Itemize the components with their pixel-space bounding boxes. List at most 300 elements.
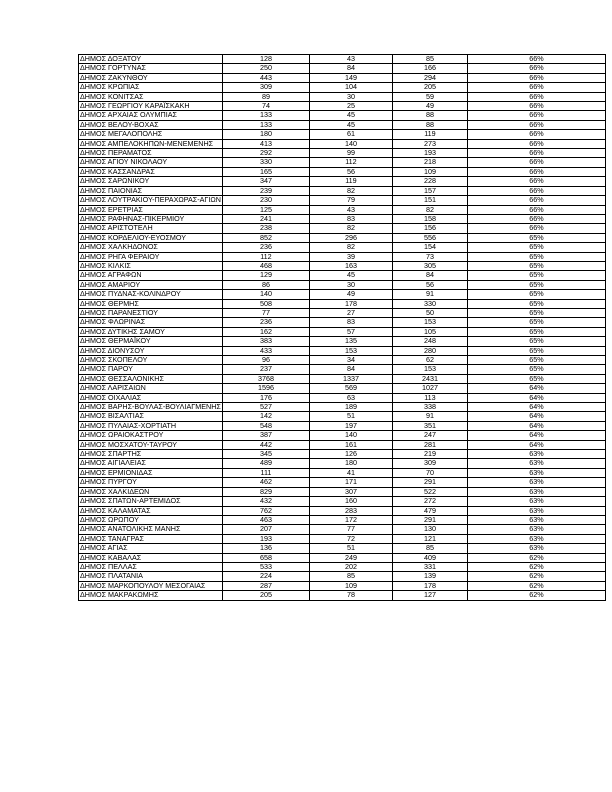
value-cell-1: 96 — [222, 356, 309, 365]
municipality-name-cell: ΔΗΜΟΣ ΠΛΑΤΑΝΙΑ — [79, 572, 223, 581]
table-row — [79, 581, 606, 590]
municipality-name-cell: ΔΗΜΟΣ ΚΑΛΑΜΑΤΑΣ — [79, 506, 223, 515]
table-row — [79, 562, 606, 571]
percentage-cell: 65% — [467, 365, 605, 374]
value-cell-3: 56 — [392, 280, 467, 289]
value-cell-3: 281 — [392, 440, 467, 449]
value-cell-2: 85 — [309, 572, 392, 581]
table-row — [79, 525, 606, 534]
percentage-cell: 64% — [467, 393, 605, 402]
value-cell-1: 77 — [222, 308, 309, 317]
value-cell-1: 142 — [222, 412, 309, 421]
percentage-cell: 65% — [467, 233, 605, 242]
percentage-cell: 63% — [467, 544, 605, 553]
percentage-cell: 65% — [467, 356, 605, 365]
value-cell-1: 548 — [222, 421, 309, 430]
percentage-cell: 63% — [467, 515, 605, 524]
table-row — [79, 233, 606, 242]
municipality-name-cell: ΔΗΜΟΣ ΧΑΛΚΙΔΕΩΝ — [79, 487, 223, 496]
value-cell-3: 247 — [392, 431, 467, 440]
municipality-name-cell: ΔΗΜΟΣ ΘΕΣΣΑΛΟΝΙΚΗΣ — [79, 374, 223, 383]
value-cell-3: 522 — [392, 487, 467, 496]
value-cell-2: 43 — [309, 55, 392, 64]
value-cell-1: 193 — [222, 534, 309, 543]
value-cell-3: 154 — [392, 243, 467, 252]
table-row — [79, 421, 606, 430]
percentage-cell: 63% — [467, 468, 605, 477]
municipality-name-cell: ΔΗΜΟΣ ΩΡΑΙΟΚΑΣΤΡΟΥ — [79, 431, 223, 440]
percentage-cell: 66% — [467, 186, 605, 195]
value-cell-3: 291 — [392, 478, 467, 487]
percentage-cell: 63% — [467, 497, 605, 506]
value-cell-2: 77 — [309, 525, 392, 534]
table-row — [79, 261, 606, 270]
municipality-name-cell: ΔΗΜΟΣ ΠΕΡΑΜΑΤΟΣ — [79, 149, 223, 158]
value-cell-2: 72 — [309, 534, 392, 543]
municipality-name-cell: ΔΗΜΟΣ ΤΑΝΑΓΡΑΣ — [79, 534, 223, 543]
value-cell-2: 84 — [309, 365, 392, 374]
value-cell-1: 387 — [222, 431, 309, 440]
value-cell-2: 178 — [309, 299, 392, 308]
table-row — [79, 214, 606, 223]
municipality-name-cell: ΔΗΜΟΣ ΠΥΡΓΟΥ — [79, 478, 223, 487]
percentage-cell: 62% — [467, 553, 605, 562]
value-cell-2: 56 — [309, 167, 392, 176]
percentage-cell: 65% — [467, 374, 605, 383]
percentage-cell: 66% — [467, 149, 605, 158]
value-cell-1: 852 — [222, 233, 309, 242]
municipality-name-cell: ΔΗΜΟΣ ΕΡΕΤΡΙΑΣ — [79, 205, 223, 214]
value-cell-2: 140 — [309, 431, 392, 440]
table-row — [79, 393, 606, 402]
value-cell-3: 331 — [392, 562, 467, 571]
value-cell-1: 129 — [222, 271, 309, 280]
percentage-cell: 63% — [467, 450, 605, 459]
value-cell-2: 34 — [309, 356, 392, 365]
percentage-cell: 64% — [467, 412, 605, 421]
value-cell-1: 136 — [222, 544, 309, 553]
value-cell-2: 83 — [309, 318, 392, 327]
percentage-cell: 66% — [467, 120, 605, 129]
value-cell-3: 351 — [392, 421, 467, 430]
municipality-name-cell: ΔΗΜΟΣ ΒΕΛΟΥ-ΒΟΧΑΣ — [79, 120, 223, 129]
municipality-name-cell: ΔΗΜΟΣ ΜΑΚΡΑΚΩΜΗΣ — [79, 591, 223, 600]
percentage-cell: 66% — [467, 92, 605, 101]
percentage-cell: 66% — [467, 83, 605, 92]
value-cell-3: 113 — [392, 393, 467, 402]
value-cell-2: 82 — [309, 243, 392, 252]
table-row — [79, 403, 606, 412]
value-cell-2: 61 — [309, 130, 392, 139]
table-row — [79, 64, 606, 73]
table-row — [79, 149, 606, 158]
value-cell-2: 171 — [309, 478, 392, 487]
percentage-cell: 63% — [467, 534, 605, 543]
percentage-cell: 66% — [467, 102, 605, 111]
value-cell-1: 762 — [222, 506, 309, 515]
percentage-cell: 65% — [467, 243, 605, 252]
table-row — [79, 497, 606, 506]
value-cell-1: 176 — [222, 393, 309, 402]
municipality-name-cell: ΔΗΜΟΣ ΣΚΟΠΕΛΟΥ — [79, 356, 223, 365]
value-cell-2: 30 — [309, 280, 392, 289]
value-cell-1: 230 — [222, 196, 309, 205]
value-cell-2: 283 — [309, 506, 392, 515]
table-row — [79, 468, 606, 477]
data-table — [78, 54, 606, 601]
percentage-cell: 63% — [467, 525, 605, 534]
value-cell-3: 153 — [392, 365, 467, 374]
value-cell-1: 133 — [222, 120, 309, 129]
value-cell-2: 180 — [309, 459, 392, 468]
value-cell-3: 156 — [392, 224, 467, 233]
percentage-cell: 66% — [467, 158, 605, 167]
value-cell-1: 292 — [222, 149, 309, 158]
municipality-name-cell: ΔΗΜΟΣ ΠΑΙΟΝΙΑΣ — [79, 186, 223, 195]
table-body — [79, 55, 606, 601]
percentage-cell: 66% — [467, 130, 605, 139]
percentage-cell: 65% — [467, 318, 605, 327]
value-cell-3: 70 — [392, 468, 467, 477]
table-row — [79, 553, 606, 562]
municipality-name-cell: ΔΗΜΟΣ ΒΑΡΗΣ-ΒΟΥΛΑΣ-ΒΟΥΛΙΑΓΜΕΝΗΣ — [80, 402, 221, 412]
percentage-cell: 65% — [467, 261, 605, 270]
municipality-name-cell: ΔΗΜΟΣ ΚΑΒΑΛΑΣ — [79, 553, 223, 562]
value-cell-1: 140 — [222, 290, 309, 299]
municipality-name-cell: ΔΗΜΟΣ ΛΟΥΤΡΑΚΙΟΥ-ΠΕΡΑΧΩΡΑΣ-ΑΓΙΩΝ — [80, 195, 221, 205]
value-cell-2: 82 — [309, 224, 392, 233]
value-cell-2: 83 — [309, 214, 392, 223]
table-row — [79, 243, 606, 252]
value-cell-2: 84 — [309, 64, 392, 73]
municipality-name-cell: ΔΗΜΟΣ ΑΙΓΙΑΛΕΙΑΣ — [79, 459, 223, 468]
table-row — [79, 102, 606, 111]
value-cell-1: 112 — [222, 252, 309, 261]
percentage-cell: 63% — [467, 459, 605, 468]
municipality-name-cell: ΔΗΜΟΣ ΩΡΩΠΟΥ — [79, 515, 223, 524]
value-cell-1: 330 — [222, 158, 309, 167]
value-cell-2: 99 — [309, 149, 392, 158]
percentage-cell: 66% — [467, 167, 605, 176]
table-row — [79, 544, 606, 553]
value-cell-2: 160 — [309, 497, 392, 506]
table-row — [79, 290, 606, 299]
value-cell-3: 273 — [392, 139, 467, 148]
value-cell-1: 89 — [222, 92, 309, 101]
value-cell-3: 166 — [392, 64, 467, 73]
value-cell-2: 307 — [309, 487, 392, 496]
value-cell-3: 91 — [392, 290, 467, 299]
percentage-cell: 65% — [467, 252, 605, 261]
value-cell-3: 153 — [392, 318, 467, 327]
municipality-name-cell: ΔΗΜΟΣ ΠΥΛΑΙΑΣ-ΧΟΡΤΙΑΤΗ — [79, 421, 223, 430]
value-cell-1: 347 — [222, 177, 309, 186]
value-cell-1: 527 — [222, 403, 309, 412]
municipality-name-cell: ΔΗΜΟΣ ΡΗΓΑ ΦΕΡΑΙΟΥ — [79, 252, 223, 261]
municipality-name-cell: ΔΗΜΟΣ ΜΕΓΑΛΟΠΟΛΗΣ — [79, 130, 223, 139]
value-cell-1: 489 — [222, 459, 309, 468]
value-cell-3: 84 — [392, 271, 467, 280]
municipality-name-cell: ΔΗΜΟΣ ΖΑΚΥΝΘΟΥ — [79, 73, 223, 82]
value-cell-3: 479 — [392, 506, 467, 515]
percentage-cell: 66% — [467, 73, 605, 82]
value-cell-2: 39 — [309, 252, 392, 261]
value-cell-2: 49 — [309, 290, 392, 299]
municipality-name-cell: ΔΗΜΟΣ ΕΡΜΙΟΝΙΔΑΣ — [79, 468, 223, 477]
municipality-name-cell: ΔΗΜΟΣ ΔΥΤΙΚΗΣ ΣΑΜΟΥ — [79, 327, 223, 336]
municipality-name-cell: ΔΗΜΟΣ ΟΙΧΑΛΙΑΣ — [79, 393, 223, 402]
municipality-name-cell: ΔΗΜΟΣ ΔΙΟΝΥΣΟΥ — [79, 346, 223, 355]
municipality-name-cell: ΔΗΜΟΣ ΠΑΡΑΝΕΣΤΙΟΥ — [79, 308, 223, 317]
table-row — [79, 327, 606, 336]
table-row — [79, 224, 606, 233]
value-cell-1: 241 — [222, 214, 309, 223]
municipality-name-cell: ΔΗΜΟΣ ΚΟΝΙΤΣΑΣ — [79, 92, 223, 101]
percentage-cell: 64% — [467, 440, 605, 449]
value-cell-3: 85 — [392, 55, 467, 64]
table-row — [79, 365, 606, 374]
value-cell-3: 91 — [392, 412, 467, 421]
value-cell-2: 161 — [309, 440, 392, 449]
municipality-name-cell: ΔΗΜΟΣ ΑΡΧΑΙΑΣ ΟΛΥΜΠΙΑΣ — [79, 111, 223, 120]
percentage-cell: 62% — [467, 562, 605, 571]
table-row — [79, 356, 606, 365]
percentage-cell: 65% — [467, 308, 605, 317]
table-row — [79, 111, 606, 120]
value-cell-1: 442 — [222, 440, 309, 449]
value-cell-1: 829 — [222, 487, 309, 496]
value-cell-1: 162 — [222, 327, 309, 336]
value-cell-3: 121 — [392, 534, 467, 543]
value-cell-1: 413 — [222, 139, 309, 148]
value-cell-2: 82 — [309, 186, 392, 195]
percentage-cell: 62% — [467, 572, 605, 581]
table-row — [79, 534, 606, 543]
table-row — [79, 308, 606, 317]
percentage-cell: 66% — [467, 205, 605, 214]
municipality-name-cell: ΔΗΜΟΣ ΠΥΔΝΑΣ-ΚΟΛΙΝΔΡΟΥ — [79, 290, 223, 299]
value-cell-1: 432 — [222, 497, 309, 506]
percentage-cell: 65% — [467, 271, 605, 280]
value-cell-3: 280 — [392, 346, 467, 355]
percentage-cell: 65% — [467, 290, 605, 299]
value-cell-2: 45 — [309, 120, 392, 129]
municipality-name-cell: ΔΗΜΟΣ ΑΝΑΤΟΛΙΚΗΣ ΜΑΝΗΣ — [79, 525, 223, 534]
value-cell-3: 193 — [392, 149, 467, 158]
value-cell-2: 149 — [309, 73, 392, 82]
value-cell-3: 556 — [392, 233, 467, 242]
value-cell-2: 63 — [309, 393, 392, 402]
percentage-cell: 66% — [467, 111, 605, 120]
table-row — [79, 186, 606, 195]
municipality-name-cell: ΔΗΜΟΣ ΣΠΑΡΤΗΣ — [79, 450, 223, 459]
percentage-cell: 66% — [467, 214, 605, 223]
value-cell-2: 79 — [309, 196, 392, 205]
municipality-name-cell: ΔΗΜΟΣ ΦΛΩΡΙΝΑΣ — [79, 318, 223, 327]
value-cell-3: 178 — [392, 581, 467, 590]
value-cell-2: 249 — [309, 553, 392, 562]
table-row — [79, 412, 606, 421]
municipality-name-cell: ΔΗΜΟΣ ΠΑΡΟΥ — [79, 365, 223, 374]
value-cell-3: 294 — [392, 73, 467, 82]
value-cell-2: 189 — [309, 403, 392, 412]
table-row — [79, 158, 606, 167]
value-cell-1: 1596 — [222, 384, 309, 393]
municipality-name-cell: ΔΗΜΟΣ ΔΟΞΑΤΟΥ — [79, 55, 223, 64]
municipality-name-cell: ΔΗΜΟΣ ΘΕΡΜΗΣ — [79, 299, 223, 308]
table-row — [79, 299, 606, 308]
value-cell-1: 468 — [222, 261, 309, 270]
value-cell-2: 109 — [309, 581, 392, 590]
value-cell-3: 62 — [392, 356, 467, 365]
table-row — [79, 83, 606, 92]
value-cell-2: 25 — [309, 102, 392, 111]
value-cell-3: 338 — [392, 403, 467, 412]
table-row — [79, 450, 606, 459]
value-cell-2: 153 — [309, 346, 392, 355]
value-cell-3: 82 — [392, 205, 467, 214]
value-cell-2: 569 — [309, 384, 392, 393]
value-cell-3: 130 — [392, 525, 467, 534]
value-cell-1: 165 — [222, 167, 309, 176]
table-row — [79, 120, 606, 129]
value-cell-2: 135 — [309, 337, 392, 346]
table-row — [79, 487, 606, 496]
municipality-name-cell: ΔΗΜΟΣ ΑΓΙΟΥ ΝΙΚΟΛΑΟΥ — [79, 158, 223, 167]
table-row — [79, 337, 606, 346]
value-cell-3: 50 — [392, 308, 467, 317]
value-cell-3: 88 — [392, 120, 467, 129]
table-row — [79, 440, 606, 449]
percentage-cell: 63% — [467, 506, 605, 515]
percentage-cell: 62% — [467, 581, 605, 590]
value-cell-1: 236 — [222, 318, 309, 327]
value-cell-3: 158 — [392, 214, 467, 223]
percentage-cell: 66% — [467, 224, 605, 233]
table-row — [79, 205, 606, 214]
value-cell-1: 86 — [222, 280, 309, 289]
table-row — [79, 431, 606, 440]
percentage-cell: 66% — [467, 196, 605, 205]
value-cell-1: 287 — [222, 581, 309, 590]
percentage-cell: 66% — [467, 177, 605, 186]
table-row — [79, 167, 606, 176]
table-row — [79, 139, 606, 148]
municipality-name-cell: ΔΗΜΟΣ ΚΑΣΣΑΝΔΡΑΣ — [79, 167, 223, 176]
value-cell-3: 105 — [392, 327, 467, 336]
percentage-cell: 64% — [467, 431, 605, 440]
municipality-name-cell: ΔΗΜΟΣ ΚΙΛΚΙΣ — [79, 261, 223, 270]
value-cell-1: 658 — [222, 553, 309, 562]
percentage-cell: 64% — [467, 403, 605, 412]
municipality-name-cell: ΔΗΜΟΣ ΜΑΡΚΟΠΟΥΛΟΥ ΜΕΣΟΓΑΙΑΣ — [79, 581, 223, 590]
value-cell-2: 30 — [309, 92, 392, 101]
value-cell-3: 73 — [392, 252, 467, 261]
value-cell-1: 224 — [222, 572, 309, 581]
value-cell-1: 205 — [222, 591, 309, 600]
value-cell-1: 463 — [222, 515, 309, 524]
percentage-cell: 62% — [467, 591, 605, 600]
table-row — [79, 55, 606, 64]
percentage-cell: 65% — [467, 280, 605, 289]
value-cell-1: 250 — [222, 64, 309, 73]
value-cell-3: 219 — [392, 450, 467, 459]
value-cell-2: 45 — [309, 111, 392, 120]
value-cell-2: 104 — [309, 83, 392, 92]
value-cell-3: 85 — [392, 544, 467, 553]
value-cell-3: 88 — [392, 111, 467, 120]
table-row — [79, 384, 606, 393]
municipality-name-cell: ΔΗΜΟΣ ΘΕΡΜΑΪΚΟΥ — [79, 337, 223, 346]
value-cell-1: 238 — [222, 224, 309, 233]
municipality-name-cell: ΔΗΜΟΣ ΡΑΦΗΝΑΣ-ΠΙΚΕΡΜΙΟΥ — [79, 214, 223, 223]
value-cell-1: 239 — [222, 186, 309, 195]
value-cell-3: 272 — [392, 497, 467, 506]
municipality-name-cell: ΔΗΜΟΣ ΑΡΙΣΤΟΤΕΛΗ — [79, 224, 223, 233]
percentage-cell: 65% — [467, 346, 605, 355]
value-cell-2: 41 — [309, 468, 392, 477]
value-cell-3: 59 — [392, 92, 467, 101]
percentage-cell: 66% — [467, 55, 605, 64]
value-cell-2: 27 — [309, 308, 392, 317]
value-cell-1: 236 — [222, 243, 309, 252]
table-row — [79, 130, 606, 139]
municipality-name-cell: ΔΗΜΟΣ ΓΕΩΡΓΙΟΥ ΚΑΡΑΪΣΚΑΚΗ — [79, 102, 223, 111]
value-cell-1: 74 — [222, 102, 309, 111]
value-cell-2: 163 — [309, 261, 392, 270]
value-cell-1: 309 — [222, 83, 309, 92]
municipality-name-cell: ΔΗΜΟΣ ΜΟΣΧΑΤΟΥ-ΤΑΥΡΟΥ — [79, 440, 223, 449]
value-cell-3: 309 — [392, 459, 467, 468]
value-cell-1: 207 — [222, 525, 309, 534]
value-cell-1: 128 — [222, 55, 309, 64]
value-cell-2: 197 — [309, 421, 392, 430]
value-cell-3: 2431 — [392, 374, 467, 383]
table-row — [79, 92, 606, 101]
percentage-cell: 65% — [467, 327, 605, 336]
value-cell-2: 202 — [309, 562, 392, 571]
municipality-name-cell: ΔΗΜΟΣ ΑΜΑΡΙΟΥ — [79, 280, 223, 289]
value-cell-1: 345 — [222, 450, 309, 459]
percentage-cell: 64% — [467, 421, 605, 430]
value-cell-3: 218 — [392, 158, 467, 167]
value-cell-3: 1027 — [392, 384, 467, 393]
percentage-cell: 63% — [467, 478, 605, 487]
value-cell-1: 383 — [222, 337, 309, 346]
value-cell-3: 248 — [392, 337, 467, 346]
table-row — [79, 73, 606, 82]
table-row — [79, 374, 606, 383]
value-cell-2: 43 — [309, 205, 392, 214]
percentage-cell: 64% — [467, 384, 605, 393]
value-cell-3: 119 — [392, 130, 467, 139]
value-cell-1: 237 — [222, 365, 309, 374]
municipality-name-cell: ΔΗΜΟΣ ΣΠΑΤΩΝ-ΑΡΤΕΜΙΔΟΣ — [79, 497, 223, 506]
value-cell-2: 45 — [309, 271, 392, 280]
value-cell-3: 330 — [392, 299, 467, 308]
percentage-cell: 65% — [467, 337, 605, 346]
value-cell-3: 109 — [392, 167, 467, 176]
value-cell-2: 112 — [309, 158, 392, 167]
table-row — [79, 177, 606, 186]
value-cell-1: 125 — [222, 205, 309, 214]
percentage-cell: 65% — [467, 299, 605, 308]
value-cell-3: 151 — [392, 196, 467, 205]
value-cell-2: 1337 — [309, 374, 392, 383]
value-cell-2: 126 — [309, 450, 392, 459]
value-cell-3: 139 — [392, 572, 467, 581]
value-cell-1: 433 — [222, 346, 309, 355]
